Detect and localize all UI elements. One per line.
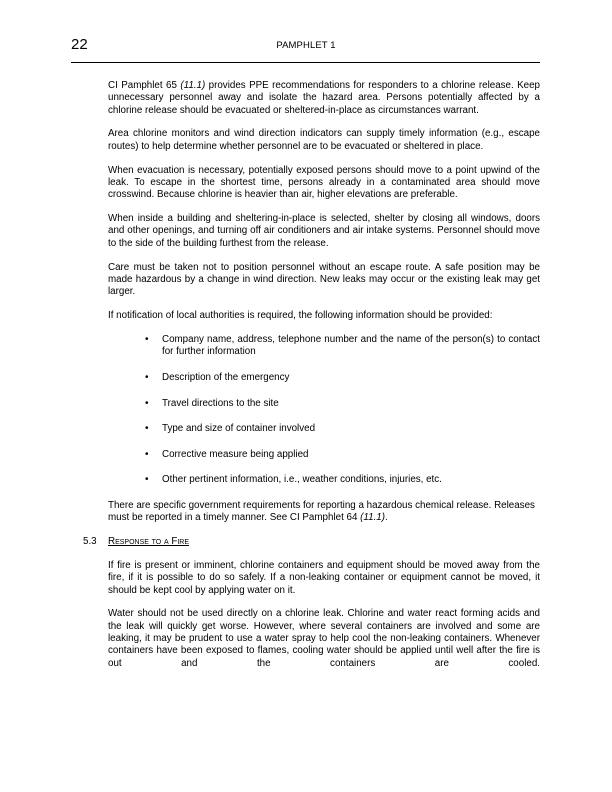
list-item: • Travel directions to the site xyxy=(145,397,279,409)
paragraph-evacuation: When evacuation is necessary, potentially exposed persons should move to a point upwind of the leak. To escape in the shortest time, persons already in a contaminated area should move crosswind. Because chlorine is heavier than air, higher elevations are preferable. xyxy=(108,164,540,201)
list-item: • Other pertinent information, i.e., weather conditions, injuries, etc. xyxy=(145,474,442,486)
list-item: • Type and size of container involved xyxy=(145,423,316,435)
page-number: 22 xyxy=(71,36,88,53)
paragraph-escape-route: Care must be taken not to position personnel without an escape route. A safe position may be made hazardous by a change in wind direction. New leaks may occur or the existing leak may get larger. xyxy=(108,261,540,298)
citation: (11.1) xyxy=(180,80,206,91)
list-item: • Corrective measure being applied xyxy=(145,448,309,460)
paragraph-notification: If notification of local authorities is required, the following information should be provided: xyxy=(108,310,493,322)
section-title: Response to a Fire xyxy=(108,536,190,548)
paragraph-reporting: There are specific government requirements for reporting a hazardous chemical release. Releases must be reported in a timely manner. See CI Pamphlet 64 (11.1). xyxy=(108,499,535,524)
citation: (11.1) xyxy=(360,512,386,524)
bullet-icon: • xyxy=(145,448,149,460)
paragraph-monitors: Area chlorine monitors and wind direction indicators can supply timely information (e.g., escape routes) to help determine whether personnel are to be evacuated or sheltered in place. xyxy=(108,128,540,152)
paragraph-ppe: CI Pamphlet 65 (11.1) provides PPE recommendations for responders to a chlorine release. Keep unnecessary personnel away and isolate the hazard area. Persons potentially affected by a chlorine release should be evacuated or sheltered-in-place as circumstances warrant. xyxy=(108,80,541,116)
list-item: • Description of the emergency xyxy=(145,371,290,383)
page-body xyxy=(83,80,541,682)
running-title: PAMPHLET 1 xyxy=(276,40,336,51)
bullet-icon: • xyxy=(145,423,149,435)
paragraph-sheltering: When inside a building and sheltering-in-place is selected, shelter by closing all windows, doors and other openings, and turning off air conditioners and air intake systems. Personnel should move to the side of the building furthest from the release. xyxy=(108,213,540,249)
bullet-icon: • xyxy=(145,334,149,346)
notification-list xyxy=(108,334,540,487)
section-heading xyxy=(83,536,540,548)
bullet-icon: • xyxy=(145,397,149,409)
section-number: 5.3 xyxy=(83,536,97,548)
bullet-icon: • xyxy=(145,474,149,486)
header-rule xyxy=(71,62,540,63)
list-item: • Company name, address, telephone number and the name of the person(s) to contact for further information xyxy=(145,334,540,358)
paragraph-fire-present: If fire is present or imminent, chlorine containers and equipment should be moved away from the fire, if it is possible to do so safely. If a non-leaking container or equipment cannot be moved, it should be kept cool by applying water on it. xyxy=(108,559,540,596)
bullet-icon: • xyxy=(145,371,149,383)
paragraph-water-use: Water should not be used directly on a chlorine leak. Chlorine and water react forming acids and the leak will quickly get worse. However, where several containers are involved and some are leaking, it may be prudent to use a water spray to help cool the non-leaking containers. Whenever containers have been exposed to flames, cooling water should be applied until well after the fire is out and the containers are cooled. xyxy=(108,608,540,669)
